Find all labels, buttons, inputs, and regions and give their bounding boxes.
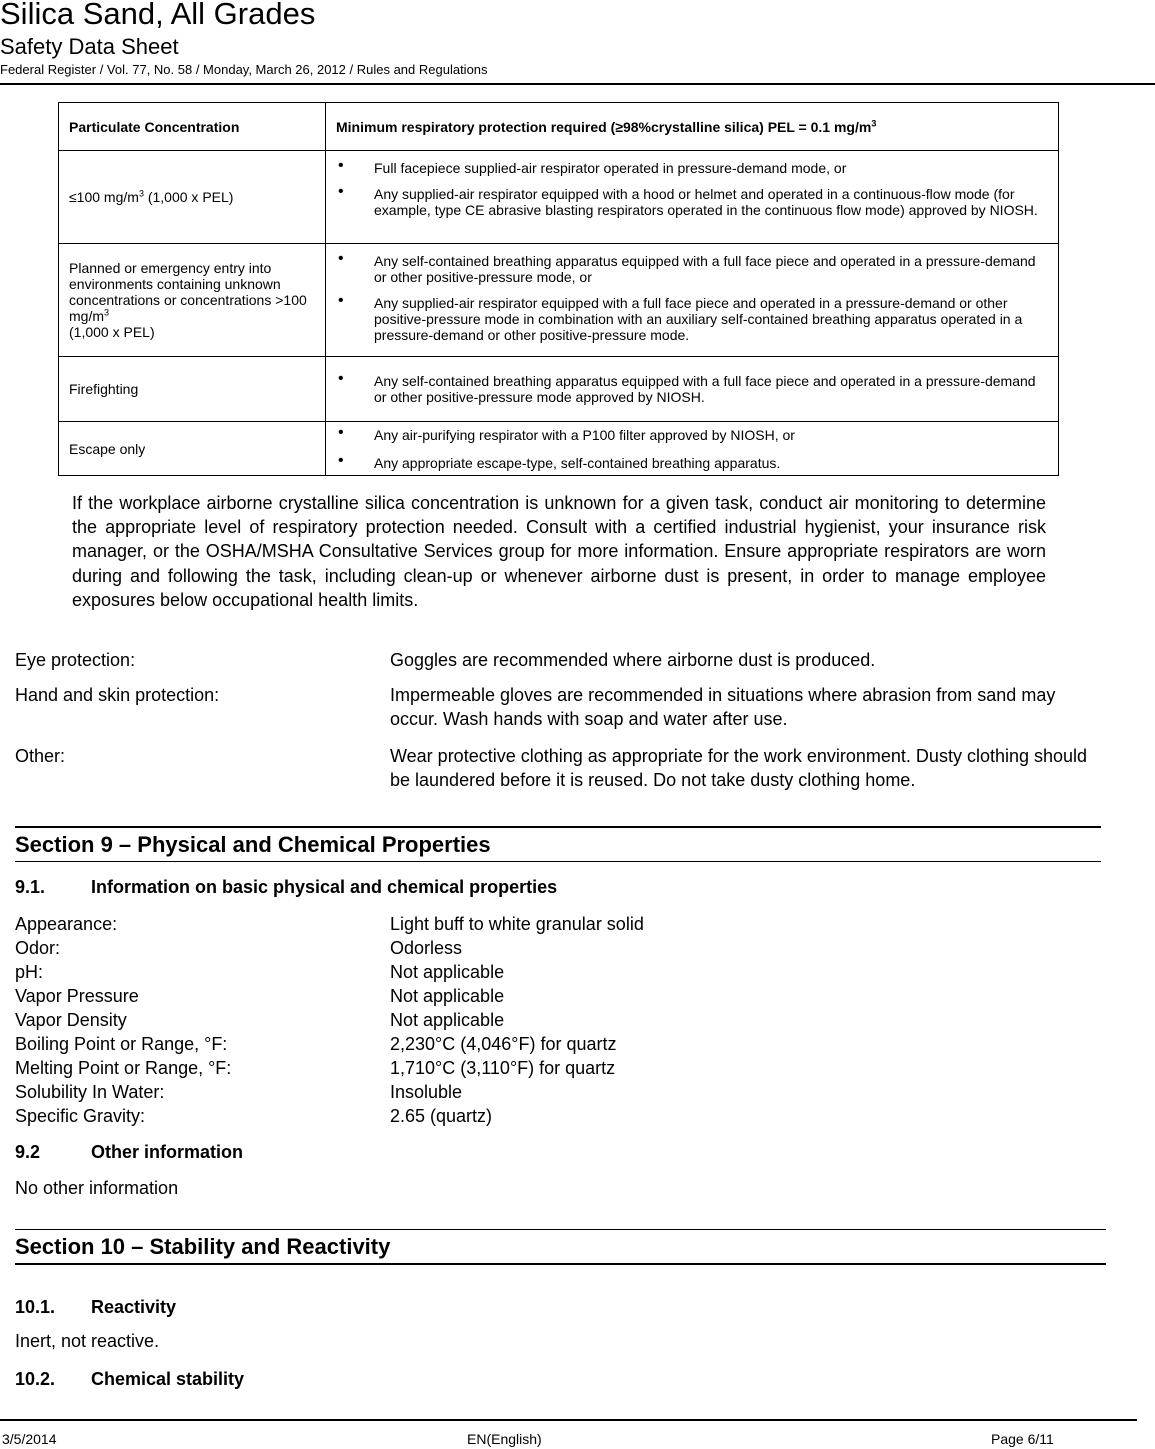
list-item: • Any appropriate escape-type, self-contained breathing apparatus.	[338, 451, 781, 471]
hand-protection-value: Impermeable gloves are recommended in situations where abrasion from sand may occur. Wash hands with soap and water after use.	[390, 685, 1056, 729]
table-row	[59, 422, 1059, 476]
table-header-concentration: Particulate Concentration	[59, 103, 326, 151]
property-label: Odor:	[15, 938, 61, 958]
list-item: • Full facepiece supplied-air respirator operated in pressure-demand mode, or	[338, 157, 847, 176]
property-label: Vapor Density	[15, 1010, 127, 1030]
section-divider	[15, 861, 1101, 862]
footer-page-number: Page 6/11	[991, 1431, 1054, 1447]
bullet-icon: •	[338, 451, 344, 469]
protection-cell	[326, 151, 1059, 244]
footer-language: EN(English)	[467, 1431, 542, 1447]
property-label: Boiling Point or Range, °F:	[15, 1034, 228, 1054]
subsection-title: Reactivity	[91, 1297, 177, 1317]
subsection-title: Other information	[91, 1142, 243, 1162]
property-label: Appearance:	[15, 914, 118, 934]
property-value: 2,230°C (4,046°F) for quartz	[390, 1034, 617, 1054]
section-9-title: Section 9 – Physical and Chemical Properties	[15, 832, 491, 857]
protection-cell	[326, 422, 1059, 476]
subsection-number: 10.1.	[15, 1297, 56, 1317]
list-item: • Any self-contained breathing apparatus equipped with a full face piece and operated in a pressure-demand or other positive-pressure mode approved by NIOSH.	[338, 370, 1036, 405]
subsection-number: 9.2	[15, 1142, 41, 1162]
reactivity-text: Inert, not reactive.	[15, 1331, 160, 1351]
other-information-text: No other information	[15, 1178, 179, 1198]
bullet-icon: •	[338, 250, 344, 267]
list-item: • Any supplied-air respirator equipped with a full face piece and operated in a pressure-demand or other positive-pressure mode in combination with an auxiliary self-contained breathing apparatus operated in a pressure-demand or other positive-pressure mode.	[338, 292, 1023, 343]
document-title: Silica Sand, All Grades	[0, 0, 316, 31]
section-divider	[15, 1263, 1106, 1265]
bullet-icon: •	[338, 423, 344, 441]
concentration-cell: Planned or emergency entry into environments containing unknown concentrations or concentrations >100 $mg/m^3$ (1,000 x PEL)	[59, 244, 326, 357]
property-value: Not applicable	[390, 962, 505, 982]
property-value: 2.65 (quartz)	[390, 1106, 493, 1126]
bullet-icon: •	[338, 183, 344, 200]
subsection-number: 9.1.	[15, 877, 46, 897]
table-header-protection: Minimum respiratory protection required (≥98%crystalline silica) PEL = 0.1 $mg/m^3$	[326, 103, 1059, 151]
section-divider	[15, 1229, 1106, 1230]
property-label: Vapor Pressure	[15, 986, 139, 1006]
subsection-title: Chemical stability	[91, 1369, 245, 1389]
property-value: Light buff to white granular solid	[390, 914, 644, 934]
subsection-number: 10.2.	[15, 1369, 56, 1389]
bullet-icon: •	[338, 157, 344, 174]
bullet-icon: •	[338, 292, 344, 309]
respirator-table	[58, 102, 1059, 476]
property-label: Specific Gravity:	[15, 1106, 146, 1126]
section-10-title: Section 10 – Stability and Reactivity	[15, 1234, 391, 1259]
document-subtitle: Safety Data Sheet	[0, 34, 179, 59]
eye-protection-value: Goggles are recommended where airborne dust is produced.	[390, 650, 876, 670]
property-value: Odorless	[390, 938, 463, 958]
concentration-cell: Firefighting	[59, 357, 326, 422]
list-item: • Any air-purifying respirator with a P100 filter approved by NIOSH, or	[338, 423, 795, 443]
other-protection-value: Wear protective clothing as appropriate for the work environment. Dusty clothing should be laundered before it is reused. Do not take dusty clothing home.	[390, 746, 1088, 790]
table-row	[59, 357, 1059, 422]
list-item: • Any supplied-air respirator equipped with a hood or helmet and operated in a continuous-flow mode (for example, type CE abrasive blasting respirators operated in the continuous flow mode) approved by NIOSH.	[338, 183, 1038, 218]
hand-protection-label: Hand and skin protection:	[15, 685, 220, 705]
table-row	[59, 151, 1059, 244]
property-value: Insoluble	[390, 1082, 463, 1102]
subsection-title: Information on basic physical and chemical properties	[91, 877, 558, 897]
property-value: Not applicable	[390, 986, 505, 1006]
section-divider	[15, 826, 1101, 828]
concentration-cell: Escape only	[59, 422, 326, 476]
property-label: Solubility In Water:	[15, 1082, 165, 1102]
footer-date: 3/5/2014	[2, 1431, 57, 1447]
property-label: Melting Point or Range, °F:	[15, 1058, 232, 1078]
property-value: 1,710°C (3,110°F) for quartz	[390, 1058, 616, 1078]
other-protection-label: Other:	[15, 746, 66, 766]
table-header-row	[59, 103, 1059, 151]
bullet-icon: •	[338, 370, 344, 387]
footer-divider	[0, 1419, 1137, 1421]
respiratory-note: If the workplace airborne crystalline silica concentration is unknown for a given task, conduct air monitoring to determine the appropriate level of respiratory protection needed. Consult with a certified industrial hygienist, your insurance risk manager, or the OSHA/MSHA Consultative Services group for more information. Ensure appropriate respirators are worn during and following the task, including clean-up or whenever airborne dust is present, in order to manage employee exposures below occupational health limits.	[72, 493, 1046, 610]
federal-register-line: Federal Register / Vol. 77, No. 58 / Monday, March 26, 2012 / Rules and Regulations	[0, 62, 488, 77]
property-label: pH:	[15, 962, 44, 982]
header-divider	[0, 83, 1155, 85]
eye-protection-label: Eye protection:	[15, 650, 136, 670]
property-value: Not applicable	[390, 1010, 505, 1030]
table-row	[59, 244, 1059, 357]
list-item: • Any self-contained breathing apparatus equipped with a full face piece and operated in a pressure-demand or other positive-pressure mode, or	[338, 250, 1036, 285]
concentration-cell: ≤100 $mg/m^3$ (1,000 x PEL)	[59, 151, 326, 244]
protection-cell	[326, 244, 1059, 357]
protection-cell	[326, 357, 1059, 422]
